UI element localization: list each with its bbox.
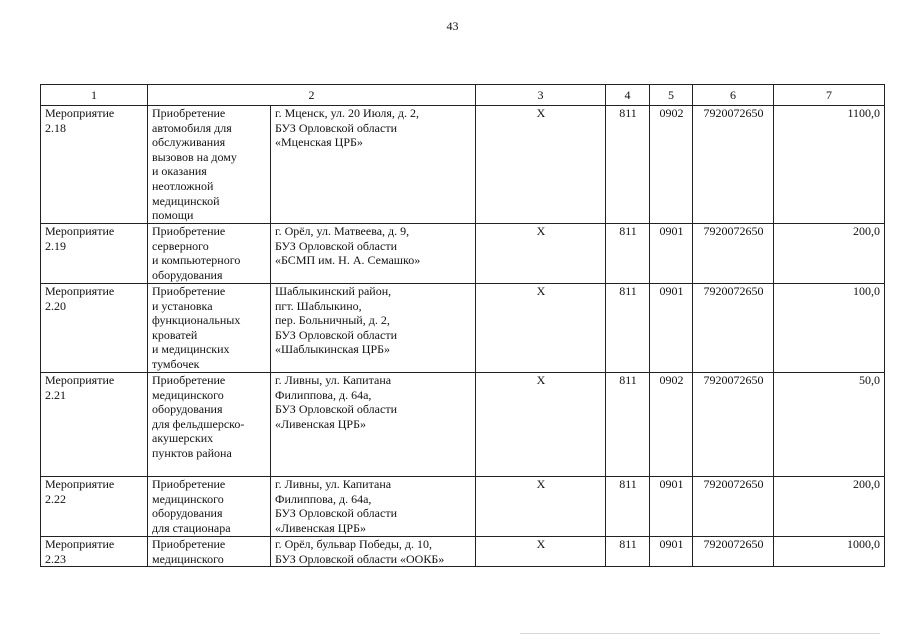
page-number: 43 [446,19,459,33]
location-cell: г. Ливны, ул. Капитана Филиппова, д. 64а, БУЗ Орловской области «Ливенская ЦРБ» [271,477,476,537]
table-row [41,537,885,567]
description-cell: Приобретение медицинского оборудования для стационара [148,477,271,537]
measure-cell: Мероприятие 2.21 [41,373,148,477]
measure-cell: Мероприятие 2.23 [41,537,148,567]
col3-cell: Х [476,537,606,567]
description-cell: Приобретение серверного и компьютерного оборудования [148,224,271,284]
col4-code-cell: 811 [606,224,650,284]
col6-target-cell: 7920072650 [693,477,774,537]
col7-amount-cell: 1100,0 [774,106,885,224]
col4-code-cell: 811 [606,284,650,373]
table-row [41,106,885,224]
col3-cell: Х [476,106,606,224]
table-header-row [41,85,885,106]
header-cell-1: 1 [41,85,148,106]
col6-target-cell: 7920072650 [693,537,774,567]
measure-cell: Мероприятие 2.19 [41,224,148,284]
col5-section-cell: 0901 [650,477,693,537]
location-cell: Шаблыкинский район, пгт. Шаблыкино, пер. Больничный, д. 2, БУЗ Орловской области «Шаблыкинская ЦРБ» [271,284,476,373]
location-cell: г. Орёл, бульвар Победы, д. 10, БУЗ Орловской области «ООКБ» [271,537,476,567]
col4-code-cell: 811 [606,373,650,477]
description-cell: Приобретение медицинского оборудования для фельдшерско- акушерских пунктов района [148,373,271,477]
col7-amount-cell: 1000,0 [774,537,885,567]
col3-cell: Х [476,284,606,373]
header-cell-4: 4 [606,85,650,106]
header-cell-7: 7 [774,85,885,106]
col5-section-cell: 0901 [650,284,693,373]
description-cell: Приобретение и установка функциональных кроватей и медицинских тумбочек [148,284,271,373]
col7-amount-cell: 200,0 [774,477,885,537]
location-cell: г. Орёл, ул. Матвеева, д. 9, БУЗ Орловской области «БСМП им. Н. А. Семашко» [271,224,476,284]
col3-cell: Х [476,224,606,284]
table-row [41,477,885,537]
col3-cell: Х [476,477,606,537]
measure-cell: Мероприятие 2.20 [41,284,148,373]
header-cell-3: 3 [476,85,606,106]
budget-measures-table [40,84,885,567]
header-cell-6: 6 [693,85,774,106]
measure-cell: Мероприятие 2.22 [41,477,148,537]
col7-amount-cell: 100,0 [774,284,885,373]
header-cell-5: 5 [650,85,693,106]
col5-section-cell: 0901 [650,537,693,567]
col4-code-cell: 811 [606,537,650,567]
location-cell: г. Мценск, ул. 20 Июля, д. 2, БУЗ Орловской области «Мценская ЦРБ» [271,106,476,224]
header-cell-2: 2 [148,85,476,106]
col4-code-cell: 811 [606,106,650,224]
col7-amount-cell: 50,0 [774,373,885,477]
col7-amount-cell: 200,0 [774,224,885,284]
description-cell: Приобретение медицинского [148,537,271,567]
table-body [41,106,885,567]
scan-artifact-line [520,633,880,634]
col5-section-cell: 0901 [650,224,693,284]
location-cell: г. Ливны, ул. Капитана Филиппова, д. 64а, БУЗ Орловской области «Ливенская ЦРБ» [271,373,476,477]
measure-cell: Мероприятие 2.18 [41,106,148,224]
col5-section-cell: 0902 [650,106,693,224]
table-row [41,284,885,373]
col6-target-cell: 7920072650 [693,373,774,477]
table-row [41,224,885,284]
col3-cell: Х [476,373,606,477]
col6-target-cell: 7920072650 [693,224,774,284]
col5-section-cell: 0902 [650,373,693,477]
col6-target-cell: 7920072650 [693,284,774,373]
col4-code-cell: 811 [606,477,650,537]
col6-target-cell: 7920072650 [693,106,774,224]
description-cell: Приобретение автомобиля для обслуживания вызовов на дому и оказания неотложной медицинской помощи [148,106,271,224]
table-row [41,373,885,477]
